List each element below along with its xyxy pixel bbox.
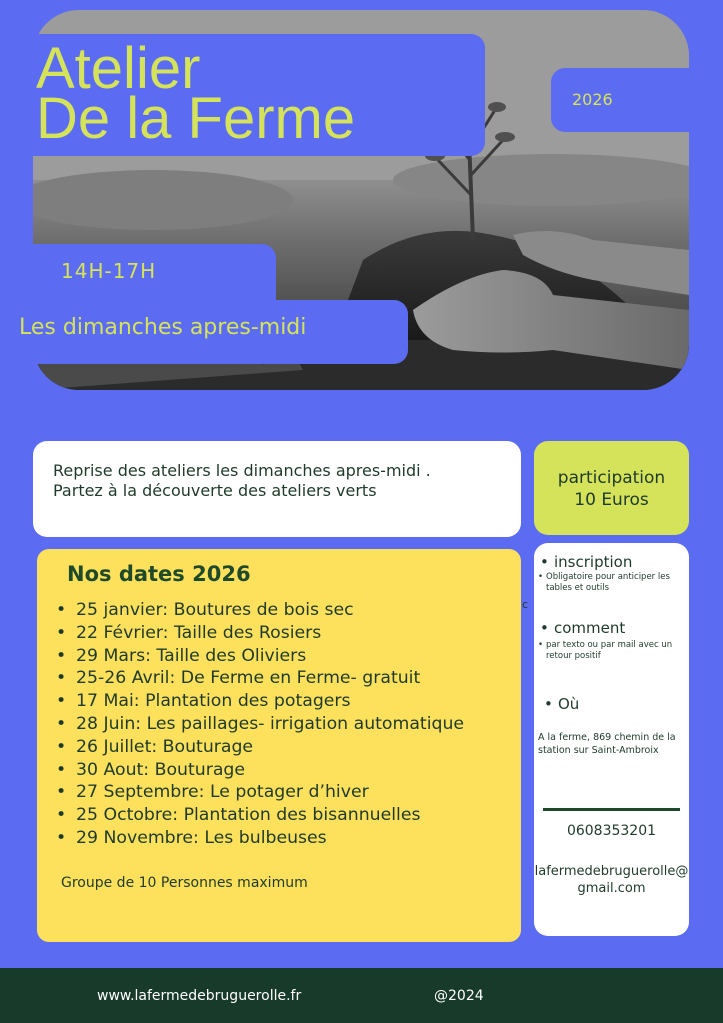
intro-card: [33, 441, 521, 537]
intro-text: [53, 461, 431, 501]
dates-card: [37, 549, 521, 942]
copyright-text: @2024: [434, 988, 484, 1004]
participation-price: 10 Euros: [574, 490, 649, 510]
group-size-note: Groupe de 10 Personnes maximum: [61, 875, 308, 891]
hours-badge: [33, 244, 276, 302]
date-item: • 26 Juillet: Bouturage: [52, 736, 464, 759]
days-badge: [10, 300, 408, 364]
bullet-icon: •: [538, 572, 544, 582]
stray-letter: c: [522, 598, 529, 611]
date-item: • 29 Novembre: Les bulbeuses: [52, 827, 464, 850]
where-heading: • Où: [544, 695, 580, 713]
participation-card: [534, 441, 689, 535]
info-card: [534, 543, 689, 936]
bullet-icon: •: [540, 619, 549, 637]
inscription-heading: • inscription: [540, 553, 633, 571]
year-badge: [551, 68, 691, 132]
date-item: • 25-26 Avril: De Ferme en Ferme- gratuit: [52, 667, 464, 690]
divider: [543, 808, 680, 811]
title-line-1: Atelier: [36, 36, 201, 101]
title-block: [33, 34, 485, 156]
date-item: • 25 Octobre: Plantation des bisannuelles: [52, 804, 464, 827]
date-item: • 30 Aout: Bouturage: [52, 759, 464, 782]
comment-text: • par texto ou par mail avec un retour positif: [538, 640, 673, 661]
date-item: • 29 Mars: Taille des Oliviers: [52, 645, 464, 668]
comment-heading: • comment: [540, 619, 626, 637]
inscription-text: • Obligatoire pour anticiper les tables et outils: [538, 572, 670, 593]
date-item: • 22 Février: Taille des Rosiers: [52, 622, 464, 645]
bullet-icon: •: [540, 553, 549, 571]
year-text: 2026: [572, 90, 613, 109]
date-item: • 25 janvier: Boutures de bois sec: [52, 599, 464, 622]
footer: [0, 968, 723, 1023]
phone-number[interactable]: 0608353201: [566, 823, 657, 839]
intro-line-2: Partez à la découverte des ateliers verts: [53, 481, 377, 500]
bullet-icon: •: [544, 695, 553, 713]
where-text: A la ferme, 869 chemin de la station sur Saint-Ambroix: [538, 732, 676, 756]
bullet-icon: •: [538, 640, 544, 650]
website-link[interactable]: www.lafermedebruguerolle.fr: [97, 988, 302, 1004]
date-item: • 17 Mai: Plantation des potagers: [52, 690, 464, 713]
days-text: Les dimanches apres-midi: [19, 315, 307, 340]
participation-label: participation: [557, 468, 666, 488]
date-item: • 27 Septembre: Le potager d’hiver: [52, 781, 464, 804]
intro-line-1: Reprise des ateliers les dimanches apres-midi .: [53, 461, 431, 480]
date-item: • 28 Juin: Les paillages- irrigation automatique: [52, 713, 464, 736]
email-address[interactable]: lafermedebruguerolle@ gmail.com: [534, 864, 689, 896]
dates-title: Nos dates 2026: [67, 562, 251, 586]
title-line-2: De la Ferme: [36, 86, 356, 151]
dates-list: [52, 599, 464, 850]
hours-text: 14H-17H: [61, 259, 157, 283]
